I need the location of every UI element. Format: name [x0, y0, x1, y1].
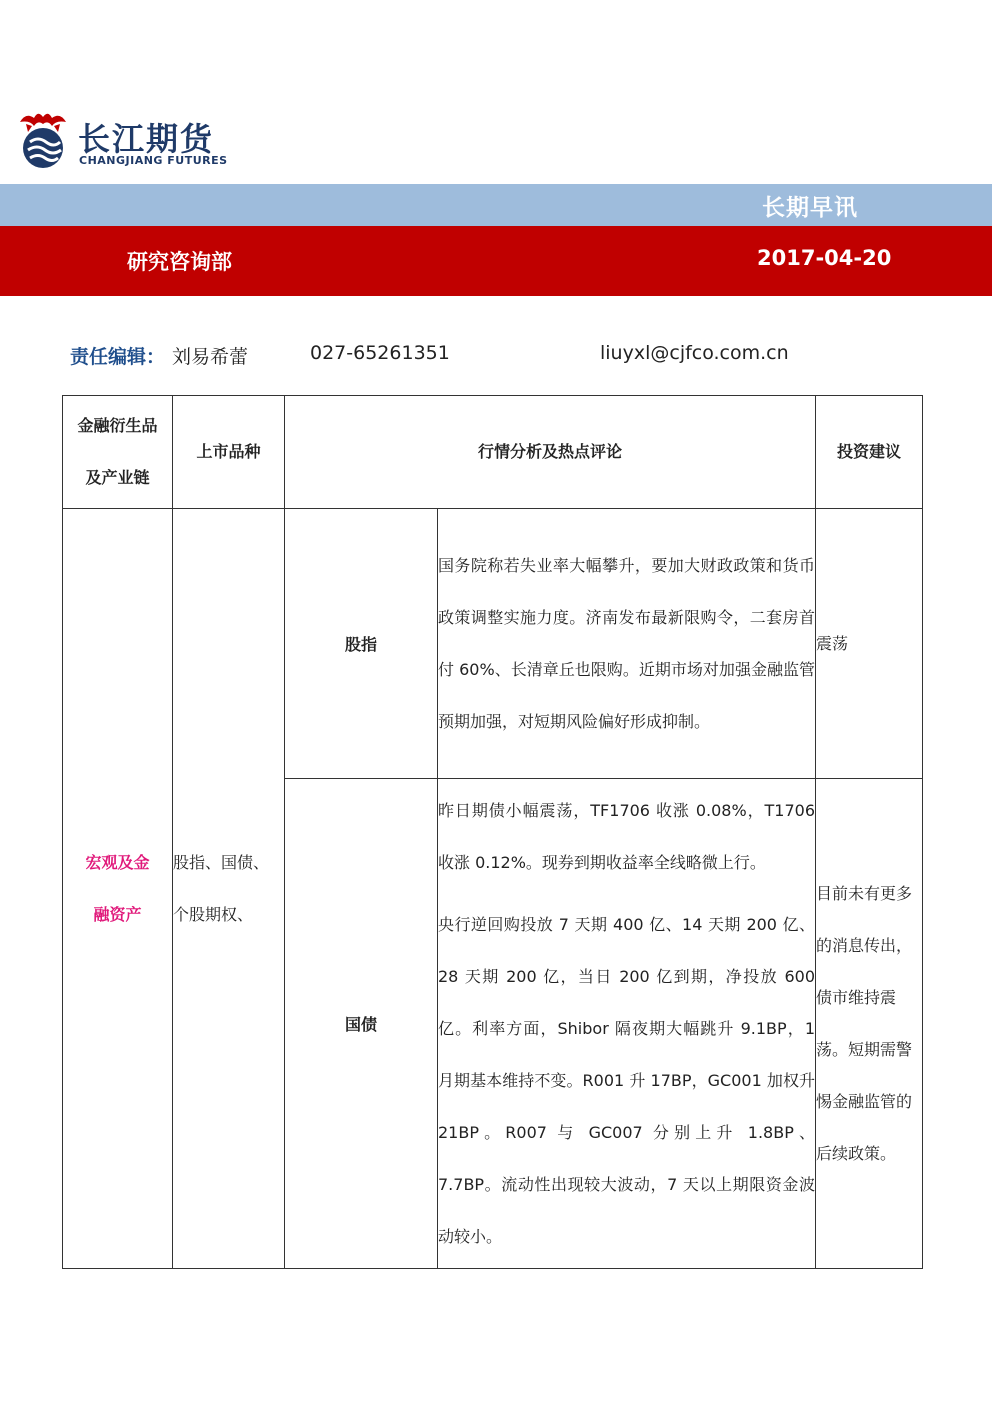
analysis-paragraph: 国务院称若失业率大幅攀升，要加大财政政策和货币政策调整实施力度。济南发布最新限购令，二套房首付 60%、长清章丘也限购。近期市场对加强金融监管预期加强，对短期风险偏好形成抑制。	[438, 555, 816, 731]
header-varieties: 上市品种	[173, 396, 285, 509]
product-cell: 股指	[285, 509, 438, 779]
publication-banner	[0, 184, 992, 226]
header-analysis: 行情分析及热点评论	[285, 396, 816, 509]
analysis-paragraph: 昨日期债小幅震荡，TF1706 收涨 0.08%，T1706 收涨 0.12%。现券到期收益率全线略微上行。	[438, 800, 816, 872]
varieties-cell: 股指、国债、个股期权、	[173, 509, 285, 1269]
table-row	[63, 509, 923, 779]
editor-email: liuyxl@cjfco.com.cn	[600, 342, 789, 364]
advice-cell: 震荡	[816, 509, 923, 779]
advice-cell: 目前未有更多的消息传出，债市维持震荡。短期需警惕金融监管的后续政策。	[816, 779, 923, 1269]
report-table	[62, 395, 923, 1269]
editor-info	[70, 342, 930, 370]
editor-label: 责任编辑：	[70, 346, 166, 368]
company-logo	[16, 108, 256, 172]
header-category: 金融衍生品及产业链	[63, 396, 173, 509]
logo-name-cn: 长江期货	[78, 120, 215, 158]
department-banner	[0, 226, 992, 296]
publication-title: 长期早讯	[762, 195, 858, 221]
product-cell: 国债	[285, 779, 438, 1269]
report-date: 2017-04-20	[757, 246, 892, 270]
analysis-paragraph: 央行逆回购投放 7 天期 400 亿、14 天期 200 亿、28 天期 200 亿，当日 200 亿到期，净投放 600 亿。利率方面，Shibor 隔夜期大幅跳升 9.1BP，1 月期基本维持不变。R001 升 17BP，GC001 加权升 21BP。R007 与 GC007 分别上升 1.8BP、7.7BP。流动性出现较大波动，7 天以上期限资金波动较小。	[438, 914, 816, 1246]
logo-emblem-icon	[16, 108, 70, 172]
category-cell: 宏观及金融资产	[63, 509, 173, 1269]
department-name: 研究咨询部	[127, 250, 232, 274]
table-header-row	[63, 396, 923, 509]
editor-phone: 027-65261351	[310, 342, 450, 364]
analysis-cell	[438, 509, 816, 779]
logo-name-en: CHANGJIANG FUTURES	[79, 154, 228, 167]
analysis-cell	[438, 779, 816, 1269]
editor-name: 刘易希蕾	[172, 346, 249, 368]
header-advice: 投资建议	[816, 396, 923, 509]
